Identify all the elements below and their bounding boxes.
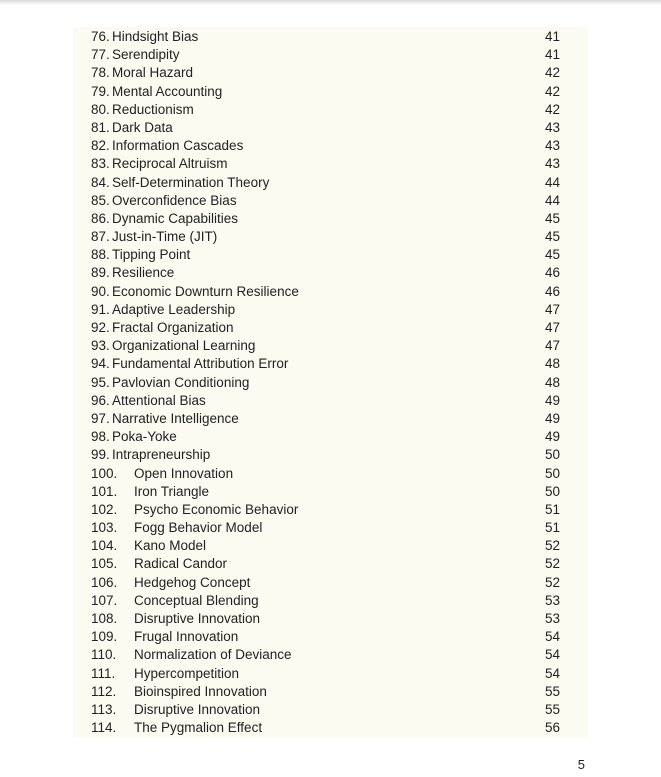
toc-entry-page-number: 53 (544, 592, 560, 608)
toc-entry-number: 111. (91, 665, 116, 681)
toc-row (91, 465, 560, 483)
toc-entry-number: 97. (91, 410, 110, 426)
toc-entry-page-number: 45 (544, 247, 560, 263)
toc-entry-title: Kano Model (134, 538, 207, 554)
toc-entry-title: Fundamental Attribution Error (112, 356, 289, 372)
toc-entry-title: Economic Downturn Resilience (112, 283, 299, 299)
toc-entry-title: Fractal Organization (112, 320, 234, 335)
toc-row (91, 701, 560, 719)
toc-entry-page-number: 42 (544, 101, 560, 117)
toc-entry-title: Information Cascades (112, 138, 244, 154)
toc-row (91, 28, 560, 46)
toc-entry-number: 95. (91, 374, 110, 390)
toc-row (91, 592, 560, 610)
toc-row (91, 555, 560, 573)
toc-entry-page-number: 55 (544, 683, 560, 699)
toc-entry-page-number: 55 (544, 701, 560, 717)
toc-entry-page-number: 50 (544, 447, 560, 463)
toc-entry-title: Bioinspired Innovation (134, 683, 267, 699)
toc-row (91, 301, 560, 319)
toc-entry-number: 89. (91, 265, 110, 281)
toc-row (91, 646, 560, 664)
toc-entry-title: The Pygmalion Effect (134, 720, 263, 736)
toc-row (91, 537, 560, 555)
toc-entry-page-number: 41 (544, 47, 560, 63)
toc-entry-title: Tipping Point (112, 247, 191, 263)
toc-entry-title: Hedgehog Concept (134, 574, 251, 590)
toc-row (91, 374, 560, 392)
toc-row (91, 83, 560, 101)
toc-row (91, 574, 560, 592)
toc-entry-page-number: 52 (544, 538, 560, 554)
toc-entry-page-number: 45 (544, 210, 560, 226)
toc-entry-number: 104. (91, 538, 118, 554)
toc-row (91, 119, 560, 137)
toc-entry-page-number: 49 (544, 429, 560, 445)
toc-entry-number: 92. (91, 320, 110, 335)
toc-entry-title: Hindsight Bias (112, 29, 199, 44)
table-of-contents (73, 27, 588, 737)
toc-entry-title: Conceptual Blending (134, 592, 259, 608)
toc-row (91, 174, 560, 192)
toc-entry-number: 83. (91, 156, 110, 172)
toc-row (91, 428, 560, 446)
toc-entry-number: 108. (91, 611, 118, 626)
toc-row (91, 519, 560, 537)
toc-entry-title: Narrative Intelligence (112, 410, 239, 426)
toc-entry-title: Resilience (112, 265, 175, 281)
toc-row (91, 355, 560, 373)
toc-entry-title: Frugal Innovation (134, 629, 239, 645)
toc-entry-number: 109. (91, 629, 118, 645)
toc-entry-number: 81. (91, 119, 110, 135)
toc-entry-page-number: 49 (544, 410, 560, 426)
toc-entry-number: 106. (91, 574, 118, 590)
toc-entry-number: 80. (91, 101, 110, 117)
toc-entry-number: 94. (91, 356, 110, 372)
toc-row (91, 137, 560, 155)
toc-entry-number: 105. (91, 556, 118, 572)
toc-entry-title: Organizational Learning (112, 338, 256, 354)
toc-entry-number: 90. (91, 283, 110, 299)
toc-row (91, 46, 560, 64)
toc-entry-page-number: 43 (544, 138, 560, 154)
toc-entry-page-number: 54 (544, 665, 560, 681)
footer-page-number: 5 (577, 757, 585, 772)
toc-row (91, 683, 560, 701)
toc-entry-number: 79. (91, 83, 110, 99)
toc-row (91, 628, 560, 646)
toc-entry-number: 96. (91, 392, 110, 408)
toc-entry-title: Reductionism (112, 101, 194, 117)
toc-row (91, 610, 560, 628)
toc-row (91, 483, 560, 501)
toc-entry-title: Just-in-Time (JIT) (112, 229, 218, 245)
toc-entry-number: 84. (91, 174, 110, 190)
toc-entry-title: Disruptive Innovation (134, 611, 261, 626)
toc-entry-number: 112. (91, 683, 117, 699)
toc-entry-title: Dark Data (112, 119, 173, 135)
top-edge-shadow (0, 0, 661, 5)
toc-row (91, 719, 560, 737)
toc-entry-number: 103. (91, 520, 118, 536)
toc-entry-page-number: 46 (544, 283, 560, 299)
toc-entry-title: Attentional Bias (112, 392, 206, 408)
toc-entry-page-number: 48 (544, 374, 560, 390)
toc-row (91, 264, 560, 282)
toc-entry-title: Psycho Economic Behavior (134, 501, 299, 517)
toc-entry-page-number: 51 (544, 501, 560, 517)
toc-entry-page-number: 56 (544, 720, 560, 736)
toc-entry-title: Overconfidence Bias (112, 192, 237, 208)
toc-entry-title: Normalization of Deviance (134, 647, 292, 663)
toc-entry-page-number: 54 (544, 647, 560, 663)
toc-entry-number: 77. (91, 47, 110, 63)
toc-entry-number: 114. (91, 720, 117, 736)
toc-entry-number: 76. (91, 29, 110, 44)
toc-entry-page-number: 47 (544, 320, 560, 335)
toc-entry-title: Adaptive Leadership (112, 301, 236, 317)
toc-row (91, 665, 560, 683)
toc-row (91, 410, 560, 428)
toc-entry-number: 78. (91, 65, 110, 81)
toc-entry-page-number: 43 (544, 119, 560, 135)
toc-entry-page-number: 50 (544, 483, 560, 499)
toc-row (91, 319, 560, 337)
toc-entry-page-number: 44 (544, 192, 560, 208)
toc-entry-title: Hypercompetition (134, 665, 240, 681)
toc-entry-number: 86. (91, 210, 110, 226)
toc-entry-page-number: 52 (544, 556, 560, 572)
toc-entry-number: 101. (91, 483, 118, 499)
toc-entry-number: 87. (91, 229, 110, 245)
toc-entry-page-number: 50 (544, 465, 560, 481)
toc-row (91, 246, 560, 264)
toc-entry-number: 88. (91, 247, 110, 263)
toc-entry-page-number: 52 (544, 574, 560, 590)
toc-entry-page-number: 44 (544, 174, 560, 190)
toc-entry-number: 98. (91, 429, 110, 445)
toc-entry-title: Disruptive Innovation (134, 701, 261, 717)
toc-entry-title: Poka-Yoke (112, 429, 177, 445)
toc-entry-page-number: 54 (544, 629, 560, 645)
toc-entry-page-number: 41 (544, 29, 560, 44)
toc-entry-number: 107. (91, 592, 118, 608)
toc-row (91, 283, 560, 301)
toc-entry-page-number: 42 (544, 83, 560, 99)
toc-entry-title: Mental Accounting (112, 83, 223, 99)
toc-entry-title: Radical Candor (134, 556, 228, 572)
toc-row (91, 446, 560, 464)
toc-entry-number: 110. (91, 647, 117, 663)
toc-entry-page-number: 46 (544, 265, 560, 281)
toc-entry-title: Moral Hazard (112, 65, 194, 81)
toc-row (91, 155, 560, 173)
toc-entry-title: Dynamic Capabilities (112, 210, 239, 226)
toc-entry-page-number: 42 (544, 65, 560, 81)
toc-row (91, 192, 560, 210)
toc-entry-title: Self-Determination Theory (112, 174, 270, 190)
toc-entry-number: 113. (91, 701, 117, 717)
toc-entry-page-number: 47 (544, 301, 560, 317)
toc-entry-page-number: 53 (544, 611, 560, 626)
document-page-surface (73, 27, 588, 737)
toc-entry-page-number: 47 (544, 338, 560, 354)
toc-row (91, 64, 560, 82)
toc-entry-title: Serendipity (112, 47, 180, 63)
toc-entry-number: 85. (91, 192, 110, 208)
toc-entry-title: Pavlovian Conditioning (112, 374, 250, 390)
toc-row (91, 501, 560, 519)
toc-row (91, 337, 560, 355)
toc-row (91, 101, 560, 119)
toc-entry-page-number: 43 (544, 156, 560, 172)
toc-entry-page-number: 48 (544, 356, 560, 372)
toc-entry-page-number: 45 (544, 229, 560, 245)
toc-row (91, 392, 560, 410)
toc-entry-title: Reciprocal Altruism (112, 156, 228, 172)
toc-entry-title: Open Innovation (134, 465, 234, 481)
toc-entry-title: Iron Triangle (134, 483, 210, 499)
toc-row (91, 210, 560, 228)
toc-entry-number: 99. (91, 447, 110, 463)
toc-row (91, 228, 560, 246)
toc-entry-number: 100. (91, 465, 118, 481)
toc-entry-number: 93. (91, 338, 110, 354)
toc-entry-number: 82. (91, 138, 110, 154)
toc-entry-page-number: 51 (544, 520, 560, 536)
toc-entry-number: 102. (91, 501, 118, 517)
toc-entry-page-number: 49 (544, 392, 560, 408)
toc-entry-title: Fogg Behavior Model (134, 520, 263, 536)
toc-entry-title: Intrapreneurship (112, 447, 211, 463)
toc-entry-number: 91. (91, 301, 110, 317)
